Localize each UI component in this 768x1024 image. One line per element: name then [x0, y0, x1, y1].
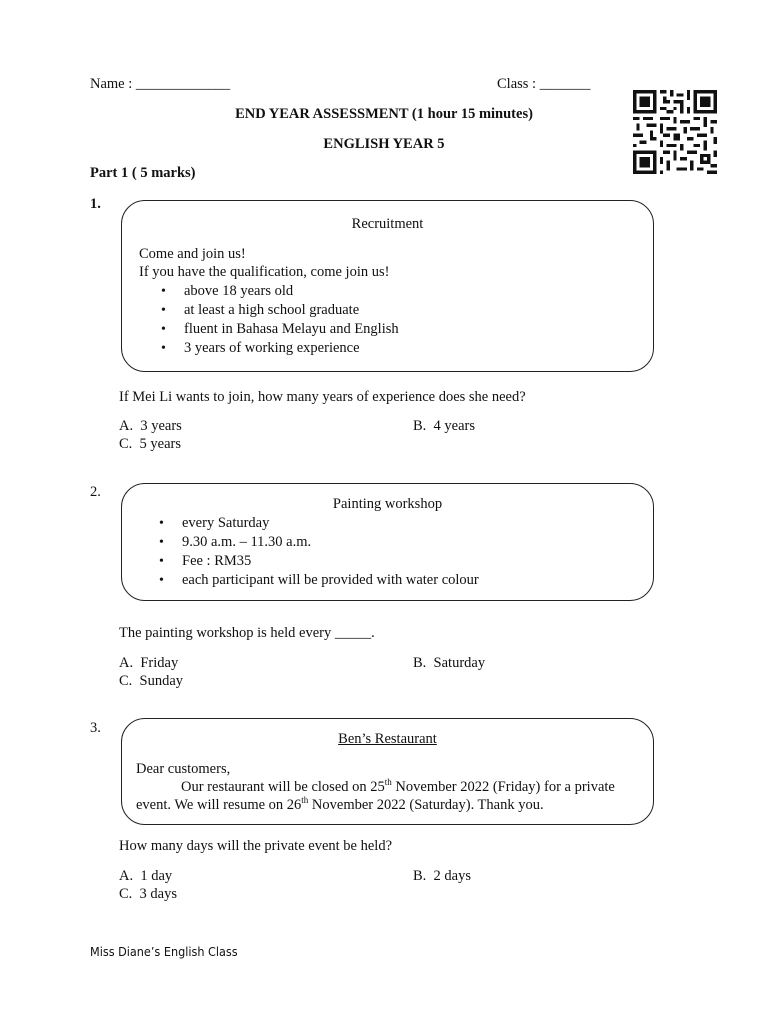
notice-text: November 2022 (Friday) for a private — [391, 779, 615, 795]
option-letter: C. — [119, 673, 133, 689]
list-item: • at least a high school graduate — [184, 301, 399, 320]
notice-line: Come and join us! — [139, 246, 246, 262]
requirements-list — [184, 282, 399, 358]
option-letter: C. — [119, 436, 133, 452]
list-item: • 9.30 a.m. – 11.30 a.m. — [182, 533, 479, 552]
option-letter: A. — [119, 418, 134, 434]
recruitment-notice-box — [121, 200, 654, 372]
qr-code-icon — [633, 90, 717, 174]
question-number: 2. — [90, 484, 101, 500]
option-text: 1 day — [140, 868, 173, 884]
notice-title: Painting workshop — [332, 496, 443, 512]
option-text: 5 years — [139, 436, 182, 452]
page-subtitle: ENGLISH YEAR 5 — [323, 136, 445, 152]
question-number: 1. — [90, 196, 101, 212]
question-text: If Mei Li wants to join, how many years of experience does she need? — [119, 389, 526, 405]
option-text: 4 years — [433, 418, 476, 434]
list-item: • every Saturday — [182, 514, 479, 533]
question-text: The painting workshop is held every _____. — [119, 625, 375, 641]
date-ordinal: th — [384, 777, 392, 788]
answer-option-a[interactable] — [119, 655, 178, 672]
date-ordinal: th — [301, 795, 309, 806]
workshop-details-list — [182, 514, 479, 590]
notice-body-line — [136, 797, 544, 814]
option-letter: A. — [119, 655, 134, 671]
notice-title: Recruitment — [351, 216, 424, 232]
class-field-label: Class : _______ — [497, 76, 591, 92]
notice-title — [122, 731, 653, 748]
notice-line: If you have the qualification, come join us! — [139, 264, 390, 280]
notice-text: event. We will resume on 26 — [136, 797, 302, 813]
answer-option-c[interactable] — [119, 436, 181, 453]
answer-option-b[interactable] — [413, 655, 485, 672]
painting-workshop-notice-box — [121, 483, 654, 601]
notice-title-text: Ben’s Restaurant — [338, 731, 437, 747]
option-letter: B. — [413, 868, 427, 884]
list-item: • fluent in Bahasa Melayu and English — [184, 320, 399, 339]
option-text: 3 years — [140, 418, 182, 434]
answer-option-b[interactable] — [413, 418, 475, 435]
name-field-label: Name : _____________ — [90, 76, 231, 92]
footer-credit: Miss Diane’s English Class — [90, 944, 238, 959]
notice-text: November 2022 (Saturday). Thank you. — [308, 797, 544, 813]
list-item: • Fee : RM35 — [182, 552, 479, 571]
page-title: END YEAR ASSESSMENT (1 hour 15 minutes) — [235, 106, 533, 122]
notice-body-line — [181, 779, 615, 796]
answer-option-c[interactable] — [119, 673, 183, 690]
list-item: • above 18 years old — [184, 282, 399, 301]
list-item: • 3 years of working experience — [184, 339, 399, 358]
answer-option-a[interactable] — [119, 868, 172, 885]
option-text: Saturday — [433, 655, 486, 671]
option-letter: B. — [413, 418, 427, 434]
list-item: • each participant will be provided with water colour — [182, 571, 479, 590]
option-text: Friday — [140, 655, 179, 671]
option-text: Sunday — [139, 673, 184, 689]
notice-greeting: Dear customers, — [136, 761, 231, 777]
restaurant-notice-box — [121, 718, 654, 825]
option-letter: B. — [413, 655, 427, 671]
answer-option-b[interactable] — [413, 868, 471, 885]
answer-option-c[interactable] — [119, 886, 177, 903]
question-text: How many days will the private event be held? — [119, 838, 393, 854]
option-letter: A. — [119, 868, 134, 884]
question-number: 3. — [90, 720, 101, 736]
option-text: 3 days — [139, 886, 178, 902]
option-text: 2 days — [433, 868, 472, 884]
part-label: Part 1 ( 5 marks) — [90, 165, 196, 181]
notice-text: Our restaurant will be closed on 25 — [181, 779, 385, 795]
option-letter: C. — [119, 886, 133, 902]
answer-option-a[interactable] — [119, 418, 182, 435]
